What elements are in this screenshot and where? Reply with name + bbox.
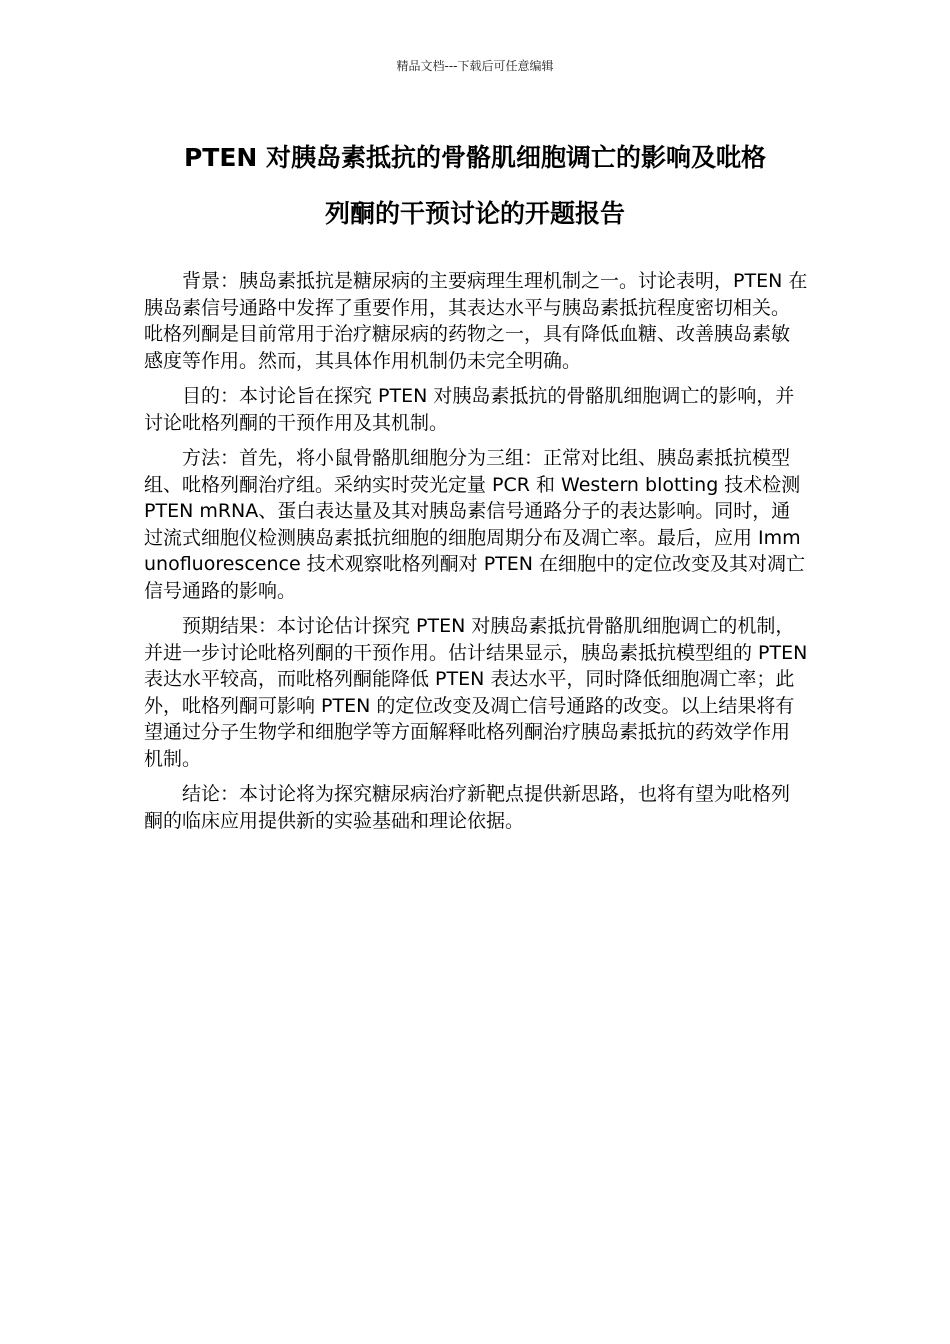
paragraph-expected-results: 预期结果：本讨论估计探究 PTEN 对胰岛素抵抗骨骼肌细胞调亡的机制，并进一步讨论吡格列酮的干预作用。估计结果显示，胰岛素抵抗模型组的 PTEN 表达水平较高，而吡格列酮能降低 PTEN 表达水平，同时降低细胞凋亡率；此外，吡格列酮可影响 PTEN 的定位改变及凋亡信号通路的改变。以上结果将有望通过分子生物学和细胞学等方面解释吡格列酮治疗胰岛素抵抗的药效学作用机制。 — [144, 615, 808, 770]
document-body — [144, 268, 808, 843]
title-line-2: 列酮的干预讨论的开题报告 — [324, 199, 625, 228]
page-header: 精品文档---下载后可任意编辑 — [396, 59, 554, 73]
title-line-1: PTEN 对胰岛素抵抗的骨骼肌细胞调亡的影响及吡格 — [183, 143, 767, 172]
paragraph-purpose: 目的：本讨论旨在探究 PTEN 对胰岛素抵抗的骨骼肌细胞调亡的影响，并讨论吡格列酮的干预作用及其机制。 — [144, 385, 795, 434]
paragraph-methods: 方法：首先，将小鼠骨骼肌细胞分为三组：正常对比组、胰岛素抵抗模型组、吡格列酮治疗组。采纳实时荧光定量 PCR 和 Western blotting 技术检测 PTEN mRNA、蛋白表达量及其对胰岛素信号通路分子的表达影响。同时，通过流式细胞仪检测胰岛素抵抗细胞的细胞周期分布及凋亡率。最后，应用 Immunofluorescence 技术观察吡格列酮对 PTEN 在细胞中的定位改变及其对凋亡信号通路的影响。 — [144, 447, 806, 602]
paragraph-background: 背景：胰岛素抵抗是糖尿病的主要病理生理机制之一。讨论表明，PTEN 在胰岛素信号通路中发挥了重要作用，其表达水平与胰岛素抵抗程度密切相关。吡格列酮是目前常用于治疗糖尿病的药物之一，具有降低血糖、改善胰岛素敏感度等作用。然而，其具体作用机制仍未完全明确。 — [144, 270, 808, 372]
document-title — [120, 130, 830, 242]
paragraph-conclusion: 结论：本讨论将为探究糖尿病治疗新靶点提供新思路，也将有望为吡格列酮的临床应用提供新的实验基础和理论依据。 — [144, 783, 791, 832]
